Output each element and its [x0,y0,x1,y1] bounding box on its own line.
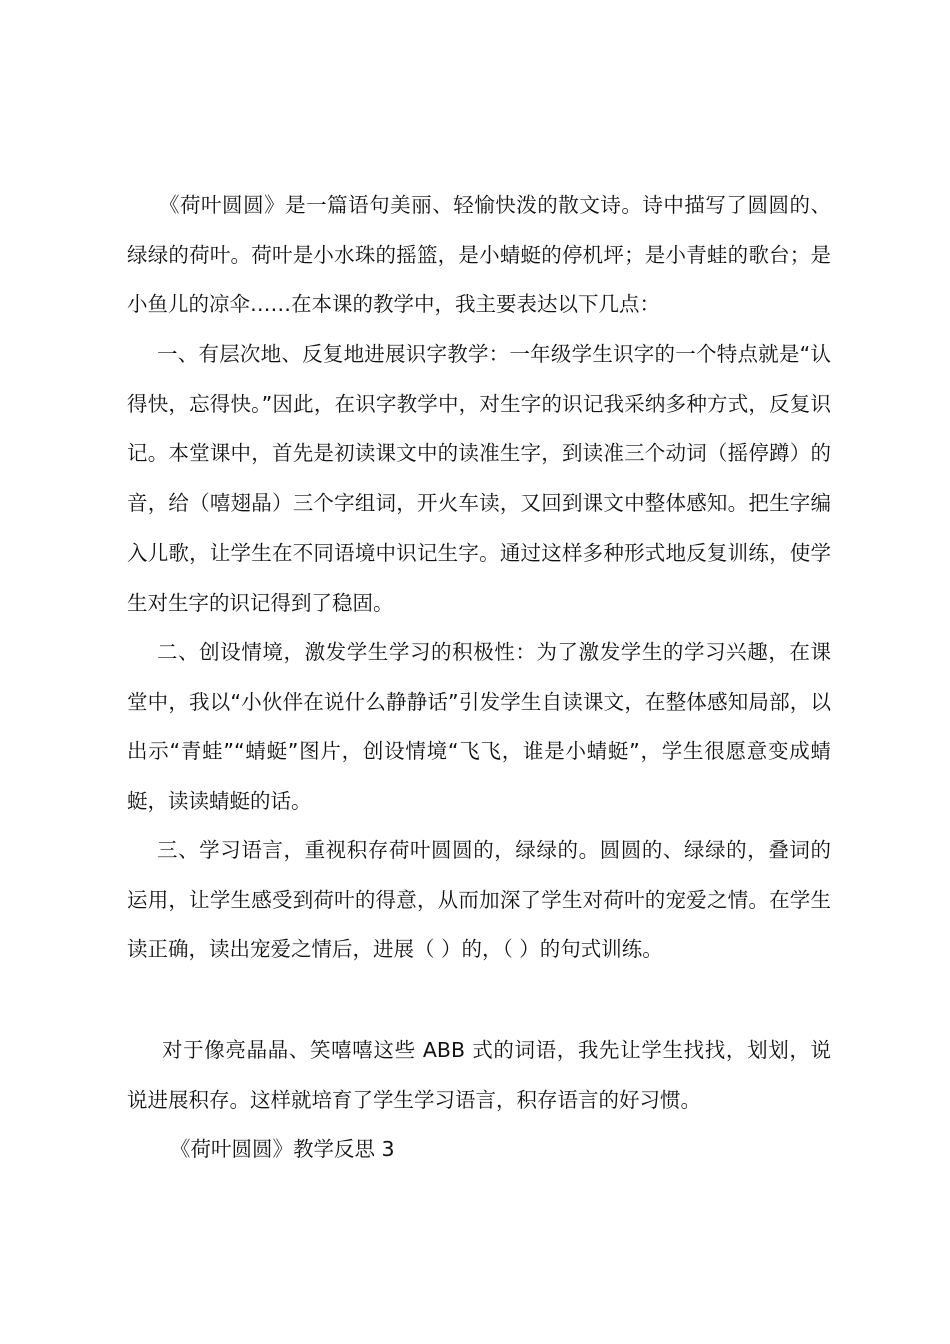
paragraph-abb-words: 对于像亮晶晶、笑嘻嘻这些 ABB 式的词语，我先让学生找找，划划，说说进展积存。这样就培育了学生学习语言，积存语言的好习惯。 [127,1038,831,1112]
paragraph-point-three: 三、学习语言，重视积存荷叶圆圆的，绿绿的。圆圆的、绿绿的，叠词的运用，让学生感受到荷叶的得意，从而加深了学生对荷叶的宠爱之情。在学生读正确，读出宠爱之情后，进展（ ）的，（ ）的句式训练。 [127,838,831,962]
section-heading: 《荷叶圆圆》教学反思 3 [170,1137,395,1161]
paragraph-point-two: 二、创设情境，激发学生学习的积极性：为了激发学生的学习兴趣，在课堂中，我以“小伙伴在说什么静静话”引发学生自读课文，在整体感知局部，以出示“青蛙”“蜻蜓”图片，创设情境“飞飞，谁是小蜻蜓”，学生很愿意变成蜻蜓，读读蜻蜓的话。 [127,640,831,814]
paragraph-intro: 《荷叶圆圆》是一篇语句美丽、轻愉快泼的散文诗。诗中描写了圆圆的、绿绿的荷叶。荷叶是小水珠的摇篮，是小蜻蜓的停机坪；是小青蛙的歌台；是小鱼儿的凉伞……在本课的教学中，我主要表达以下几点： [127,193,831,317]
paragraph-point-one: 一、有层次地、反复地进展识字教学：一年级学生识字的一个特点就是“认得快，忘得快。”因此，在识字教学中，对生字的识记我采纳多种方式，反复识记。本堂课中，首先是初读课文中的读准生字，到读准三个动词（摇停蹲）的音，给（嘻翅晶）三个字组词，开火车读，又回到课文中整体感知。把生字编入儿歌，让学生在不同语境中识记生字。通过这样多种形式地反复训练，使学生对生字的识记得到了稳固。 [127,342,831,615]
